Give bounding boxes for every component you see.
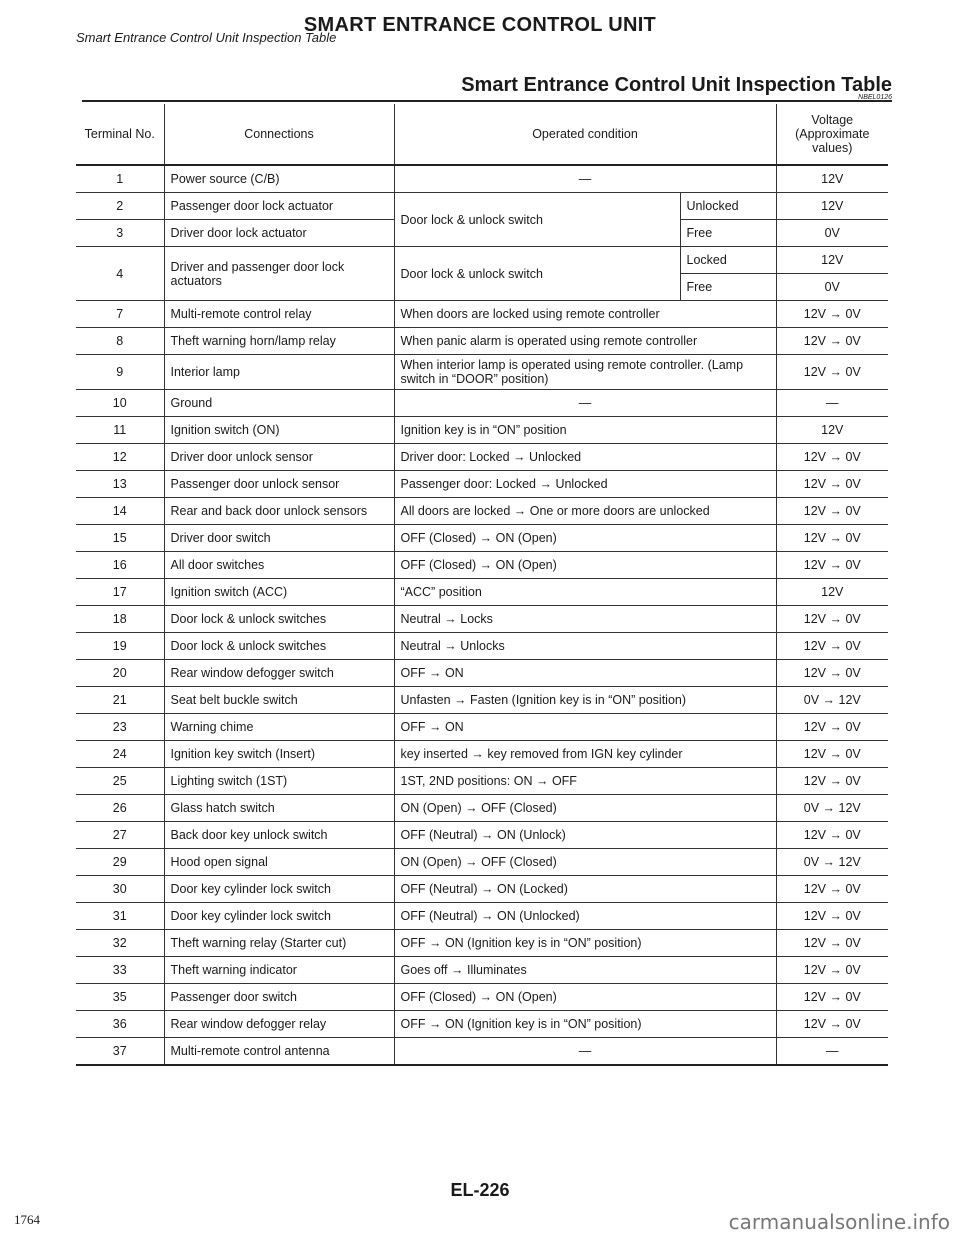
- table-row: [76, 579, 888, 606]
- condition-cell: —: [394, 1038, 776, 1066]
- terminal-cell: 3: [76, 220, 164, 247]
- terminal-cell: 21: [76, 687, 164, 714]
- section-heading: [461, 74, 892, 101]
- connection-cell: Theft warning relay (Starter cut): [164, 930, 394, 957]
- switch-state-cell: Unlocked: [680, 193, 776, 220]
- terminal-cell: 20: [76, 660, 164, 687]
- connection-cell: Door lock & unlock switches: [164, 633, 394, 660]
- condition-cell: OFF (Closed) → ON (Open): [394, 525, 776, 552]
- terminal-cell: 8: [76, 328, 164, 355]
- condition-cell: Door lock & unlock switch: [394, 193, 680, 247]
- table-row: [76, 984, 888, 1011]
- terminal-cell: 30: [76, 876, 164, 903]
- terminal-cell: 1: [76, 165, 164, 193]
- table-row: [76, 822, 888, 849]
- terminal-cell: 12: [76, 444, 164, 471]
- terminal-cell: 26: [76, 795, 164, 822]
- connection-cell: All door switches: [164, 552, 394, 579]
- connection-cell: Door key cylinder lock switch: [164, 903, 394, 930]
- connection-cell: Passenger door switch: [164, 984, 394, 1011]
- inspection-table: [76, 104, 888, 1066]
- voltage-cell: 12V → 0V: [776, 876, 888, 903]
- voltage-cell: 12V → 0V: [776, 606, 888, 633]
- header-operated-condition: Operated condition: [394, 104, 776, 165]
- terminal-cell: 2: [76, 193, 164, 220]
- terminal-cell: 37: [76, 1038, 164, 1066]
- header-connections: Connections: [164, 104, 394, 165]
- terminal-cell: 33: [76, 957, 164, 984]
- terminal-cell: 13: [76, 471, 164, 498]
- table-row: [76, 498, 888, 525]
- condition-cell: ON (Open) → OFF (Closed): [394, 849, 776, 876]
- table-row: [76, 247, 888, 274]
- condition-cell: OFF → ON: [394, 660, 776, 687]
- terminal-cell: 25: [76, 768, 164, 795]
- voltage-cell: 12V → 0V: [776, 768, 888, 795]
- connection-cell: Lighting switch (1ST): [164, 768, 394, 795]
- terminal-cell: 19: [76, 633, 164, 660]
- voltage-cell: 12V → 0V: [776, 714, 888, 741]
- voltage-cell: 12V → 0V: [776, 498, 888, 525]
- connection-cell: Door lock & unlock switches: [164, 606, 394, 633]
- voltage-cell: 12V → 0V: [776, 525, 888, 552]
- table-row: [76, 552, 888, 579]
- switch-state-cell: Free: [680, 220, 776, 247]
- terminal-cell: 9: [76, 355, 164, 390]
- terminal-cell: 23: [76, 714, 164, 741]
- condition-cell: OFF (Closed) → ON (Open): [394, 552, 776, 579]
- terminal-cell: 4: [76, 247, 164, 301]
- terminal-cell: 35: [76, 984, 164, 1011]
- condition-cell: —: [394, 165, 776, 193]
- condition-cell: OFF (Neutral) → ON (Locked): [394, 876, 776, 903]
- voltage-cell: 12V → 0V: [776, 822, 888, 849]
- voltage-cell: 12V → 0V: [776, 471, 888, 498]
- terminal-cell: 24: [76, 741, 164, 768]
- table-row: [76, 768, 888, 795]
- table-row: [76, 1038, 888, 1066]
- voltage-cell: 12V → 0V: [776, 903, 888, 930]
- table-row: [76, 417, 888, 444]
- terminal-cell: 27: [76, 822, 164, 849]
- section-rule: [82, 100, 892, 102]
- condition-cell: —: [394, 390, 776, 417]
- connection-cell: Theft warning indicator: [164, 957, 394, 984]
- condition-cell: OFF → ON: [394, 714, 776, 741]
- connection-cell: Driver door unlock sensor: [164, 444, 394, 471]
- terminal-cell: 32: [76, 930, 164, 957]
- condition-cell: OFF → ON (Ignition key is in “ON” position): [394, 930, 776, 957]
- condition-cell: OFF → ON (Ignition key is in “ON” position): [394, 1011, 776, 1038]
- terminal-cell: 11: [76, 417, 164, 444]
- voltage-cell: 12V → 0V: [776, 328, 888, 355]
- connection-cell: Rear window defogger relay: [164, 1011, 394, 1038]
- table-row: [76, 390, 888, 417]
- voltage-cell: 12V: [776, 193, 888, 220]
- connection-cell: Ignition switch (ACC): [164, 579, 394, 606]
- connection-cell: Ignition switch (ON): [164, 417, 394, 444]
- voltage-cell: 12V: [776, 417, 888, 444]
- header-terminal: Terminal No.: [76, 104, 164, 165]
- condition-cell: OFF (Neutral) → ON (Unlock): [394, 822, 776, 849]
- section-reference-code: NBEL0126: [858, 94, 892, 101]
- table-row: [76, 795, 888, 822]
- connection-cell: Power source (C/B): [164, 165, 394, 193]
- table-row: [76, 1011, 888, 1038]
- condition-cell: key inserted → key removed from IGN key cylinder: [394, 741, 776, 768]
- switch-state-cell: Free: [680, 274, 776, 301]
- voltage-cell: 12V → 0V: [776, 741, 888, 768]
- table-row: [76, 687, 888, 714]
- voltage-cell: 12V → 0V: [776, 930, 888, 957]
- condition-cell: Door lock & unlock switch: [394, 247, 680, 301]
- connection-cell: Multi-remote control antenna: [164, 1038, 394, 1066]
- voltage-cell: 12V → 0V: [776, 984, 888, 1011]
- page-title: SMART ENTRANCE CONTROL UNIT: [303, 14, 657, 36]
- connection-cell: Driver door lock actuator: [164, 220, 394, 247]
- voltage-cell: —: [776, 1038, 888, 1066]
- watermark: carmanualsonline.info: [728, 1210, 950, 1234]
- table-row: [76, 849, 888, 876]
- table-row: [76, 660, 888, 687]
- voltage-cell: 12V → 0V: [776, 444, 888, 471]
- connection-cell: Multi-remote control relay: [164, 301, 394, 328]
- section-title: Smart Entrance Control Unit Inspection Table: [461, 74, 892, 96]
- voltage-cell: 12V: [776, 247, 888, 274]
- table-row: [76, 471, 888, 498]
- terminal-cell: 31: [76, 903, 164, 930]
- connection-cell: Rear window defogger switch: [164, 660, 394, 687]
- condition-cell: Goes off → Illuminates: [394, 957, 776, 984]
- voltage-cell: 0V → 12V: [776, 849, 888, 876]
- terminal-cell: 17: [76, 579, 164, 606]
- terminal-cell: 14: [76, 498, 164, 525]
- page-number: 1764: [14, 1212, 40, 1227]
- voltage-cell: 12V → 0V: [776, 552, 888, 579]
- terminal-cell: 36: [76, 1011, 164, 1038]
- voltage-cell: 12V → 0V: [776, 957, 888, 984]
- condition-cell: OFF (Neutral) → ON (Unlocked): [394, 903, 776, 930]
- terminal-cell: 16: [76, 552, 164, 579]
- voltage-cell: 0V: [776, 220, 888, 247]
- page-subtitle: Smart Entrance Control Unit Inspection Table: [76, 30, 337, 45]
- voltage-cell: 0V → 12V: [776, 795, 888, 822]
- condition-cell: 1ST, 2ND positions: ON → OFF: [394, 768, 776, 795]
- connection-cell: Passenger door lock actuator: [164, 193, 394, 220]
- connection-cell: Ground: [164, 390, 394, 417]
- terminal-cell: 18: [76, 606, 164, 633]
- condition-cell: Unfasten → Fasten (Ignition key is in “ON” position): [394, 687, 776, 714]
- switch-state-cell: Locked: [680, 247, 776, 274]
- header-voltage: Voltage (Approximate values): [776, 104, 888, 165]
- voltage-cell: 0V: [776, 274, 888, 301]
- table-row: [76, 741, 888, 768]
- connection-cell: Warning chime: [164, 714, 394, 741]
- connection-cell: Ignition key switch (Insert): [164, 741, 394, 768]
- terminal-cell: 15: [76, 525, 164, 552]
- condition-cell: Neutral → Unlocks: [394, 633, 776, 660]
- condition-cell: Passenger door: Locked → Unlocked: [394, 471, 776, 498]
- table-row: [76, 876, 888, 903]
- condition-cell: When interior lamp is operated using remote controller. (Lamp switch in “DOOR” position): [394, 355, 776, 390]
- condition-cell: “ACC” position: [394, 579, 776, 606]
- table-row: [76, 165, 888, 193]
- terminal-cell: 7: [76, 301, 164, 328]
- terminal-cell: 29: [76, 849, 164, 876]
- table-row: [76, 301, 888, 328]
- voltage-cell: 12V → 0V: [776, 355, 888, 390]
- voltage-cell: 12V: [776, 579, 888, 606]
- table-row: [76, 355, 888, 390]
- condition-cell: When panic alarm is operated using remote controller: [394, 328, 776, 355]
- voltage-cell: 0V → 12V: [776, 687, 888, 714]
- connection-cell: Seat belt buckle switch: [164, 687, 394, 714]
- voltage-cell: —: [776, 390, 888, 417]
- table-row: [76, 930, 888, 957]
- table-row: [76, 328, 888, 355]
- condition-cell: ON (Open) → OFF (Closed): [394, 795, 776, 822]
- connection-cell: Rear and back door unlock sensors: [164, 498, 394, 525]
- table-row: [76, 525, 888, 552]
- condition-cell: Ignition key is in “ON” position: [394, 417, 776, 444]
- condition-cell: Neutral → Locks: [394, 606, 776, 633]
- connection-cell: Door key cylinder lock switch: [164, 876, 394, 903]
- table-row: [76, 444, 888, 471]
- connection-cell: Hood open signal: [164, 849, 394, 876]
- connection-cell: Interior lamp: [164, 355, 394, 390]
- table-row: [76, 714, 888, 741]
- table-row: [76, 606, 888, 633]
- connection-cell: Theft warning horn/lamp relay: [164, 328, 394, 355]
- page-label: EL-226: [450, 1180, 510, 1200]
- connection-cell: Driver and passenger door lock actuators: [164, 247, 394, 301]
- terminal-cell: 10: [76, 390, 164, 417]
- condition-cell: Driver door: Locked → Unlocked: [394, 444, 776, 471]
- connection-cell: Back door key unlock switch: [164, 822, 394, 849]
- voltage-cell: 12V: [776, 165, 888, 193]
- connection-cell: Glass hatch switch: [164, 795, 394, 822]
- condition-cell: All doors are locked → One or more doors are unlocked: [394, 498, 776, 525]
- table-header-row: [76, 104, 888, 165]
- table-row: [76, 193, 888, 220]
- voltage-cell: 12V → 0V: [776, 660, 888, 687]
- voltage-cell: 12V → 0V: [776, 301, 888, 328]
- connection-cell: Driver door switch: [164, 525, 394, 552]
- table-row: [76, 903, 888, 930]
- condition-cell: When doors are locked using remote controller: [394, 301, 776, 328]
- voltage-cell: 12V → 0V: [776, 1011, 888, 1038]
- voltage-cell: 12V → 0V: [776, 633, 888, 660]
- connection-cell: Passenger door unlock sensor: [164, 471, 394, 498]
- condition-cell: OFF (Closed) → ON (Open): [394, 984, 776, 1011]
- table-row: [76, 633, 888, 660]
- table-row: [76, 957, 888, 984]
